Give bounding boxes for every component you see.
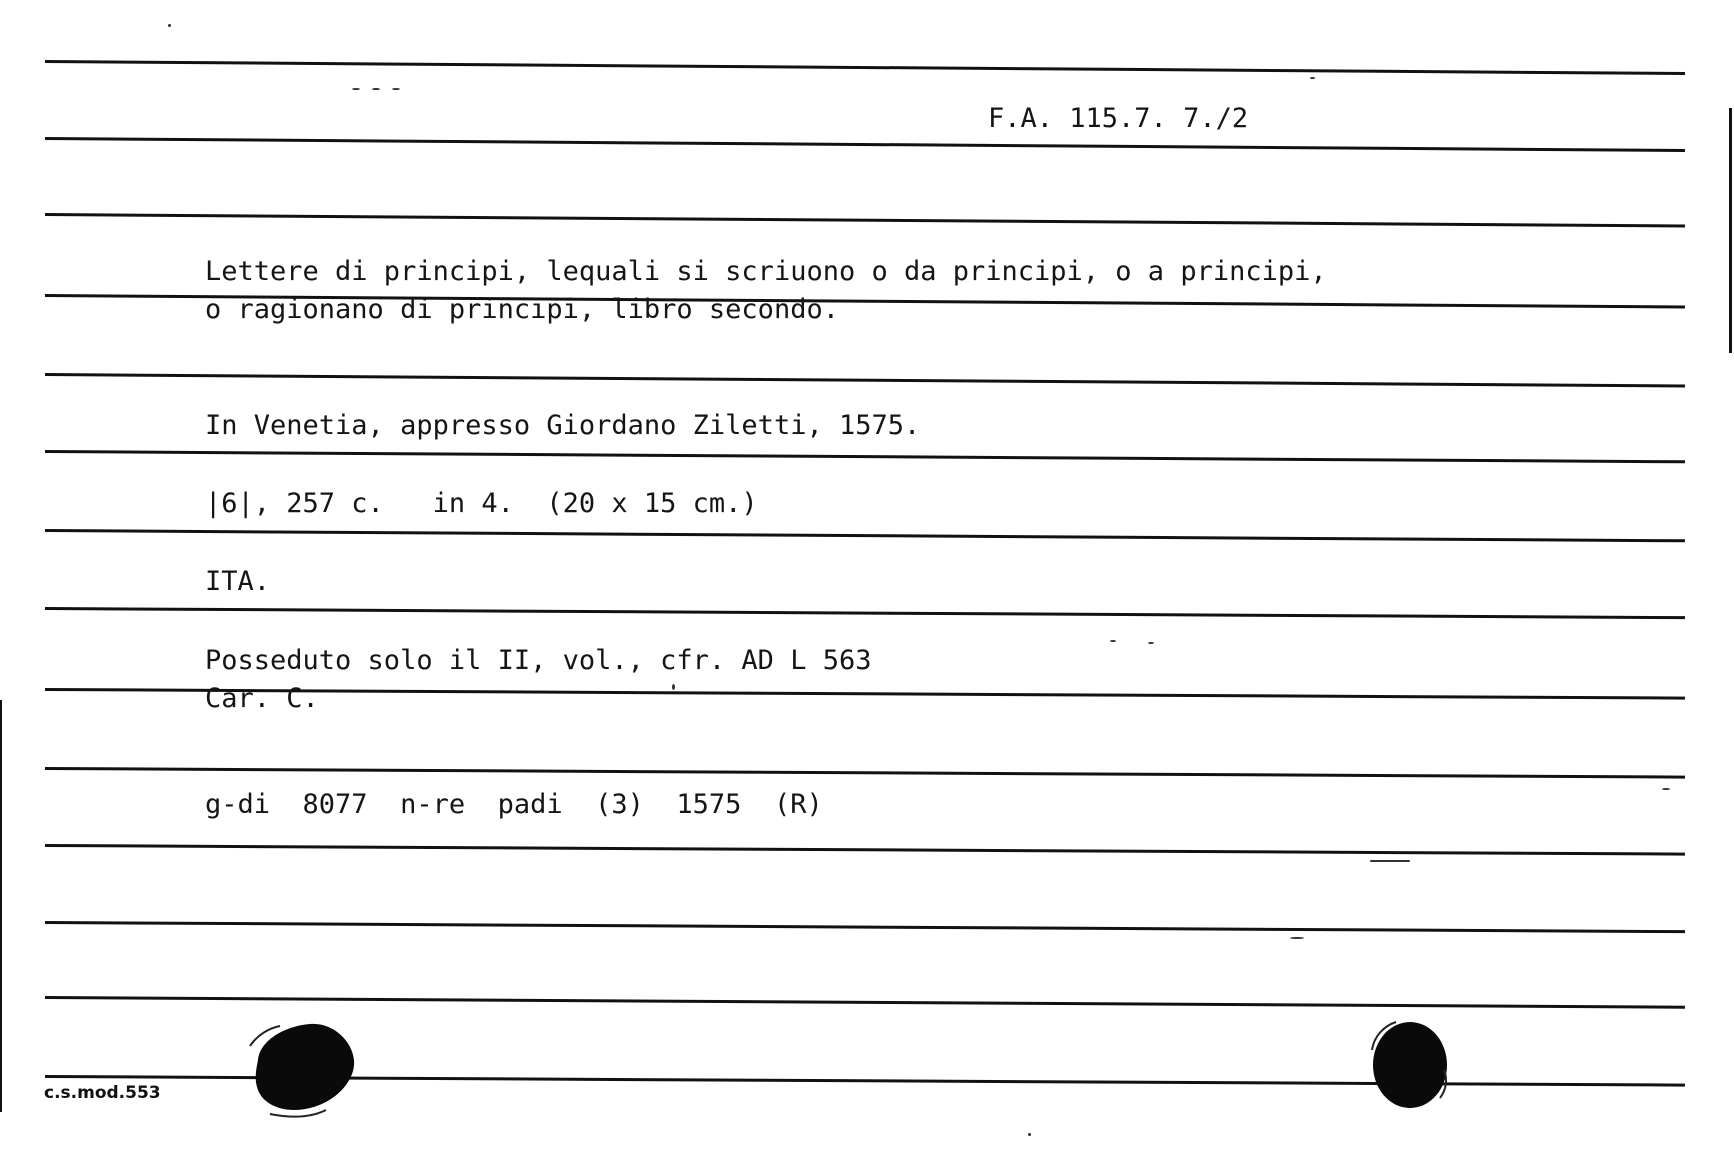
collation: |6|, 257 c. in 4. (20 x 15 cm.) bbox=[205, 488, 758, 519]
ruled-line bbox=[45, 137, 1685, 152]
ruled-line bbox=[45, 60, 1685, 75]
card-edge-left bbox=[0, 700, 2, 1112]
form-code: c.s.mod.553 bbox=[44, 1083, 161, 1103]
ruled-line bbox=[45, 996, 1685, 1009]
note-line-2: Car. C. bbox=[205, 683, 319, 714]
language: ITA. bbox=[205, 566, 271, 597]
ruled-line bbox=[45, 921, 1685, 933]
punch-hole-left bbox=[240, 1010, 360, 1120]
ruled-line bbox=[45, 844, 1685, 856]
speck bbox=[392, 88, 400, 90]
call-number: F.A. 115.7. 7./2 bbox=[988, 103, 1249, 134]
speck bbox=[1148, 642, 1154, 644]
speck bbox=[1028, 1133, 1031, 1136]
ruled-line bbox=[45, 450, 1685, 463]
fingerprint: g-di 8077 n-re padi (3) 1575 (R) bbox=[205, 789, 823, 820]
ruled-line bbox=[45, 607, 1685, 619]
speck bbox=[352, 88, 360, 90]
speck bbox=[1110, 640, 1116, 642]
card-edge-right bbox=[1729, 108, 1732, 353]
speck bbox=[168, 24, 171, 27]
speck bbox=[372, 88, 380, 90]
speck bbox=[1662, 788, 1670, 790]
ruled-line bbox=[45, 373, 1685, 387]
title-line-2: o ragionano di principi, libro secondo. bbox=[205, 294, 839, 325]
punch-hole-right bbox=[1360, 1010, 1460, 1120]
title-line-1: Lettere di principi, lequali si scriuono o da principi, o a principi, bbox=[205, 256, 1327, 287]
ruled-line bbox=[45, 529, 1685, 542]
imprint: In Venetia, appresso Giordano Ziletti, 1575. bbox=[205, 410, 921, 441]
note-line-1: Posseduto solo il II, vol., cfr. AD L 563 bbox=[205, 645, 872, 676]
speck bbox=[1370, 860, 1410, 862]
speck bbox=[1290, 937, 1304, 939]
speck bbox=[1310, 77, 1315, 79]
ruled-line bbox=[45, 767, 1685, 779]
ruled-line bbox=[45, 213, 1685, 227]
speck bbox=[672, 684, 675, 690]
